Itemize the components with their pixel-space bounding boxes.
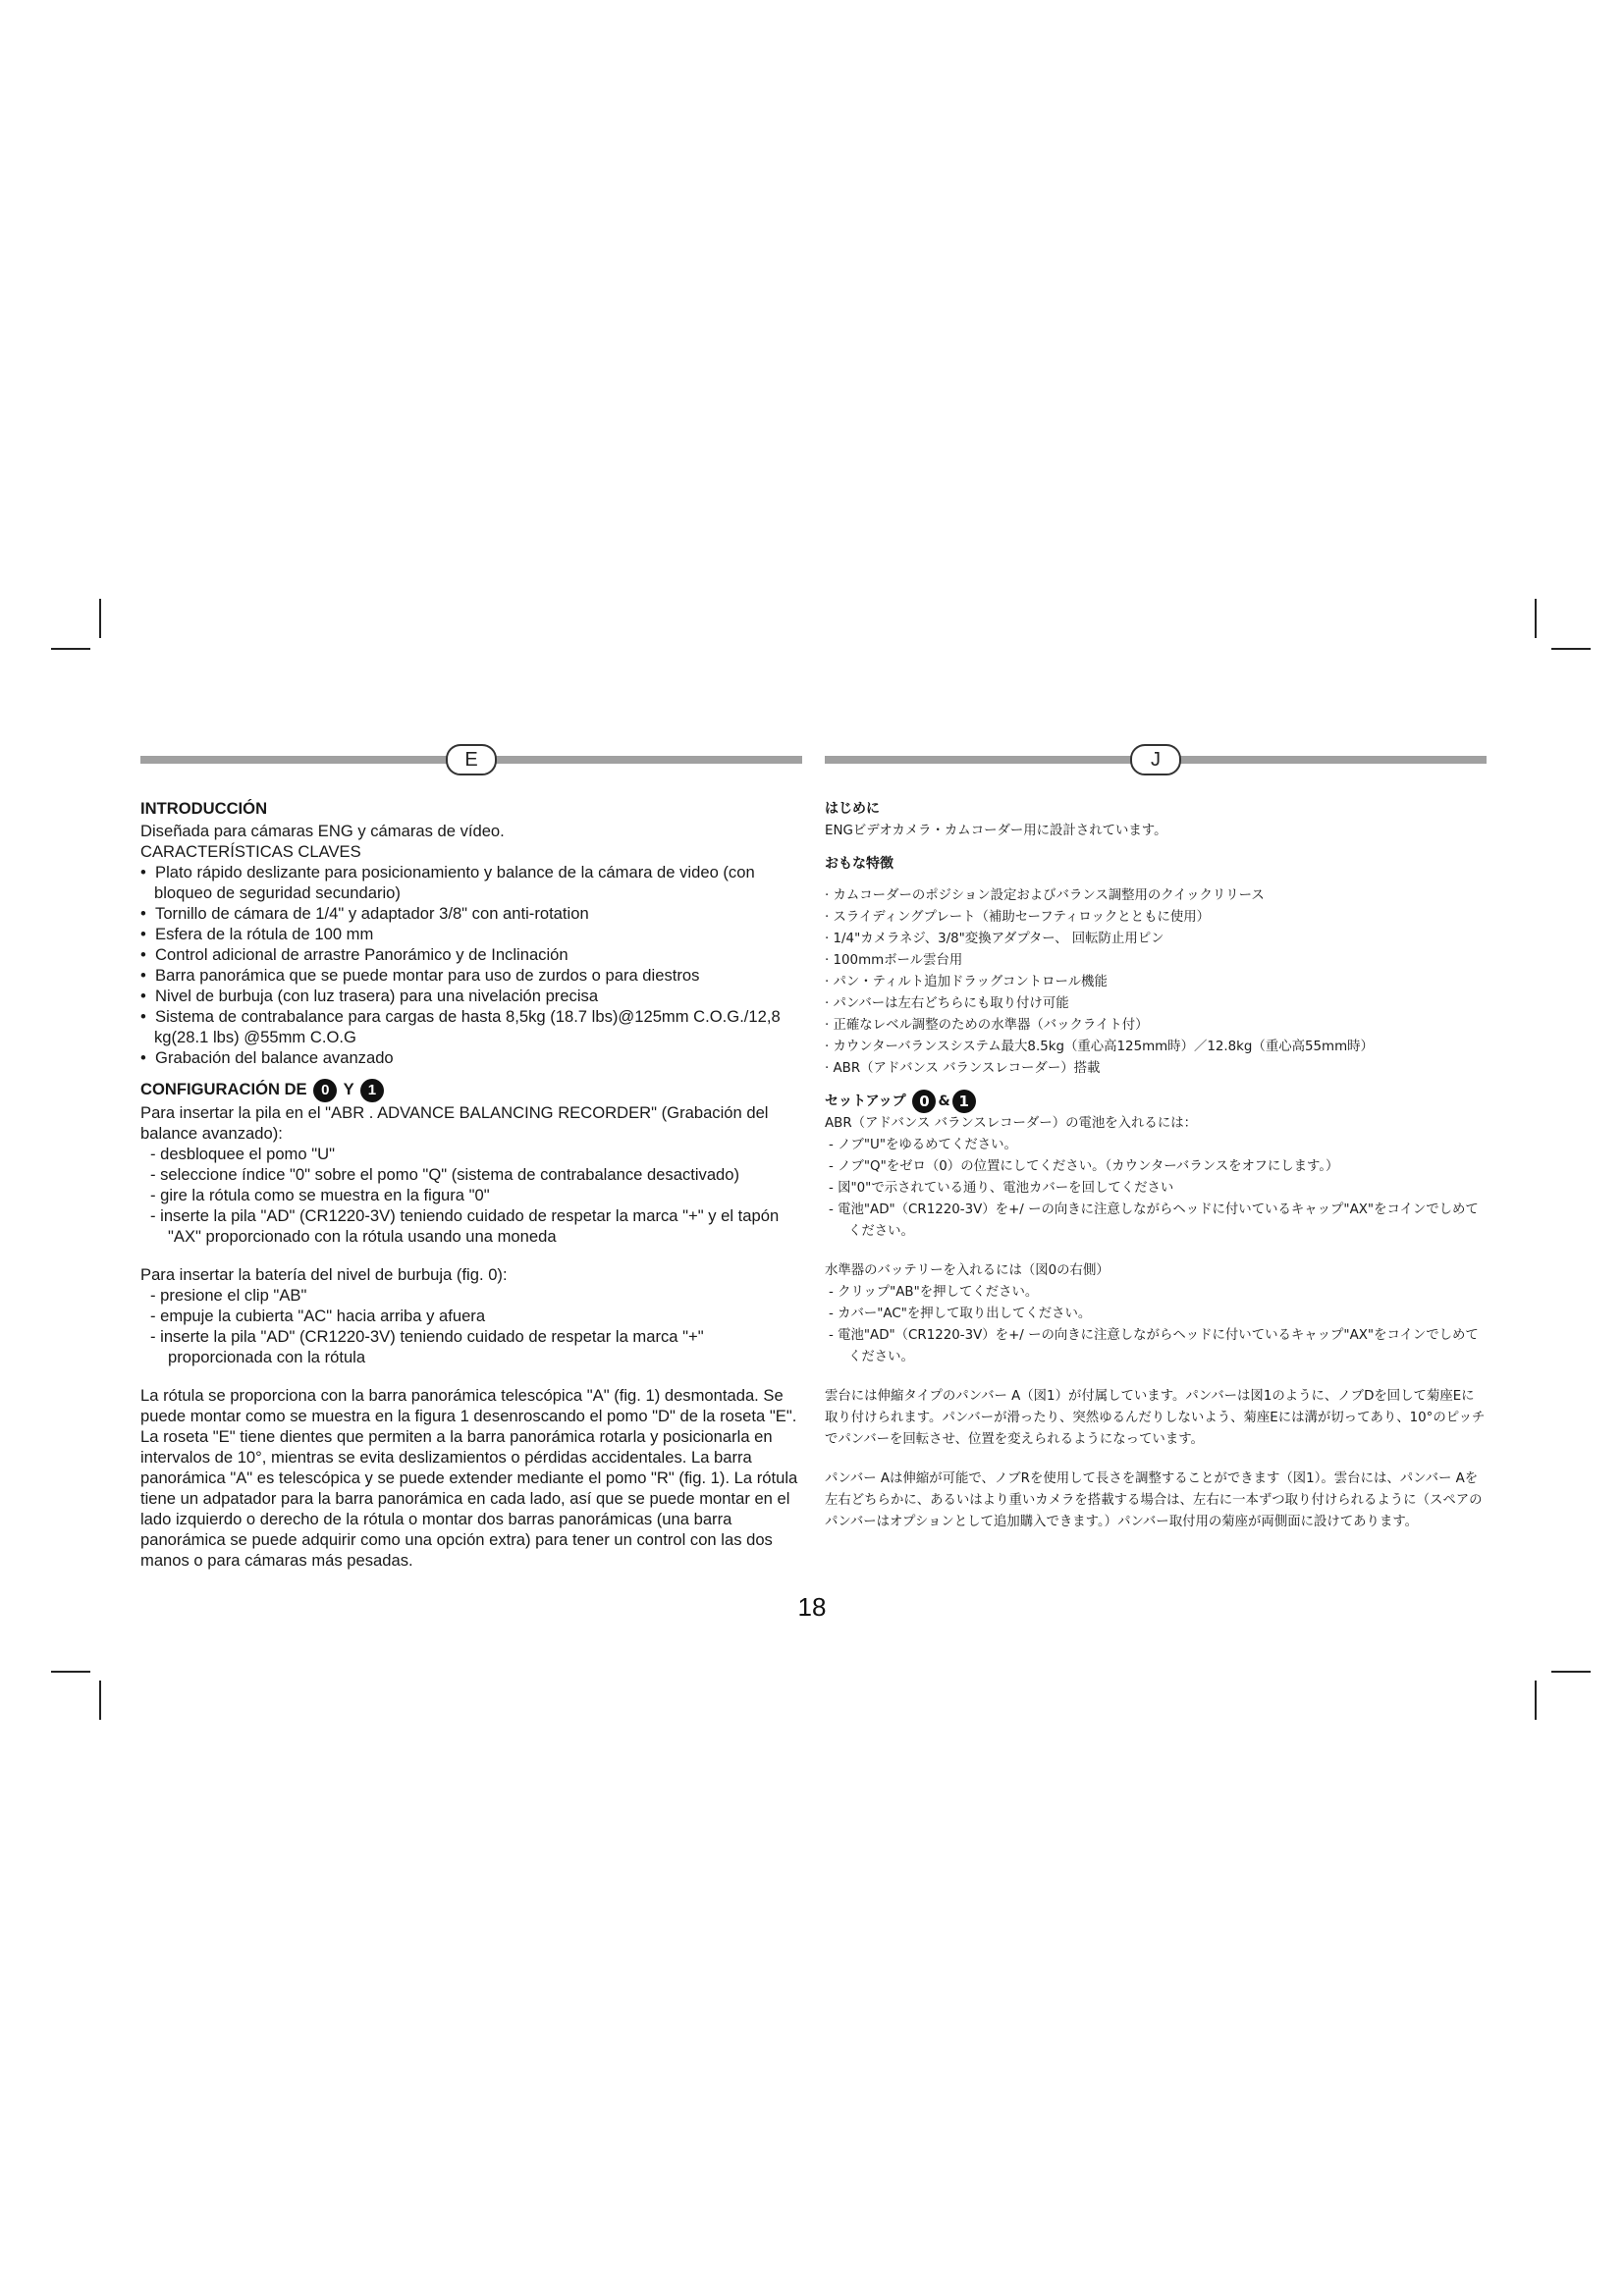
battery-step: - ノブ"U"をゆるめてください。 [829, 1138, 1017, 1152]
spacer [825, 842, 1487, 852]
figure-1-icon: 1 [952, 1090, 976, 1113]
battery-step: - gire la rótula como se muestra en la figura "0" [150, 1185, 490, 1204]
feature-item: · カウンターバランスシステム最大8.5kg（重心高125mm時）／12.8kg（重心高55mm時） [825, 1037, 1487, 1058]
crop-mark [51, 1671, 90, 1673]
level-step: - クリップ"AB"を押してください。 [829, 1285, 1039, 1300]
pan-bar-paragraph: パンバー Aは伸縮が可能で、ノブRを使用して長さを調整することができます（図1）。雲台には、パンバー Aを左右どちらかに、あるいはより重いカメラを搭載する場合は、左右に一本ずつ取り付けられるように（スペアのパンバーはオプションとして追加購入できます。）パンバー取付用の菊座が両側面に設けてあります。 [825, 1471, 1483, 1529]
battery-intro: ABR（アドバンス バランスレコーダー）の電池を入れるには： [825, 1116, 1197, 1131]
feature-item: • Tornillo de cámara de 1/4" y adaptador 3/8" con anti-rotation [140, 903, 802, 924]
spacer [825, 1368, 1487, 1386]
features-list [825, 885, 1487, 1080]
feature-item: · 100mmボール雲台用 [825, 950, 1487, 972]
level-step: - presione el clip "AB" [150, 1285, 307, 1305]
crop-mark [51, 648, 90, 650]
section-header [825, 744, 1487, 775]
crop-mark [1551, 1671, 1591, 1673]
battery-step: - 電池"AD"（CR1220-3V）を+/ ーの向きに注意しながらヘッドに付いているキャップ"AX"をコインでしめてください。 [829, 1202, 1479, 1239]
config-heading-text: CONFIGURACIÓN DE [140, 1080, 307, 1098]
level-step: - empuje la cubierta "AC" hacia arriba y afuera [150, 1306, 486, 1325]
spanish-column [140, 744, 802, 1571]
level-step: - inserte la pila "AD" (CR1220-3V) teniendo cuidado de respetar la marca "+" proporcionada con la rótula [150, 1326, 704, 1366]
feature-item: • Sistema de contrabalance para cargas de hasta 8,5kg (18.7 lbs)@125mm C.O.G./12,8 kg(28.1 lbs) @55mm C.O.G [140, 1006, 802, 1047]
feature-item: • Grabación del balance avanzado [140, 1047, 802, 1068]
feature-item: · パンバーは左右どちらにも取り付け可能 [825, 993, 1487, 1015]
crop-mark [1535, 1681, 1537, 1720]
intro-heading: はじめに [825, 801, 880, 817]
level-intro: 水準器のバッテリーを入れるには（図0の右側） [825, 1263, 1110, 1278]
battery-step: - inserte la pila "AD" (CR1220-3V) teniendo cuidado de respetar la marca "+" y el tapón "AX" proporcionado con la rótula usando una moneda [150, 1205, 780, 1246]
features-heading: CARACTERÍSTICAS CLAVES [140, 842, 361, 861]
pan-bar-paragraph: 雲台には伸縮タイプのパンバー A（図1）が付属しています。パンバーは図1のように、ノブDを回して菊座Eに取り付けられます。パンバーが滑ったり、突然ゆるんだりしないよう、菊座Eには溝が切ってあり、10°のピッチでパンバーを回転させ、位置を変えられるようになっています。 [825, 1389, 1486, 1447]
language-badge: J [1130, 744, 1181, 775]
feature-item: · カムコーダーのポジション設定およびバランス調整用のクイックリリース [825, 885, 1487, 907]
feature-item: • Control adicional de arrastre Panorámico y de Inclinación [140, 944, 802, 965]
intro-text: ENGビデオカメラ・カムコーダー用に設計されています。 [825, 824, 1167, 838]
level-step: - カバー"AC"を押して取り出してください。 [829, 1307, 1092, 1321]
config-heading-y: Y [343, 1080, 354, 1098]
feature-item: · ABR（アドバンス バランスレコーダー）搭載 [825, 1058, 1487, 1080]
spacer [825, 1080, 1487, 1090]
features-heading: おもな特徴 [825, 856, 893, 872]
setup-heading-text: セットアップ [825, 1094, 906, 1109]
feature-item: · スライディングプレート（補助セーフティロックとともに使用） [825, 907, 1487, 929]
section-header [140, 744, 802, 775]
battery-steps [140, 1144, 802, 1247]
crop-mark [99, 1681, 101, 1720]
feature-item: • Esfera de la rótula de 100 mm [140, 924, 802, 944]
battery-step: - ノブ"Q"をゼロ（0）の位置にしてください。（カウンターバランスをオフにします。） [829, 1159, 1339, 1174]
spacer [825, 1451, 1487, 1468]
spacer [140, 1247, 802, 1264]
level-intro: Para insertar la batería del nivel de burbuja (fig. 0): [140, 1264, 508, 1284]
battery-step: - 図"0"で示されている通り、電池カバーを回してください [829, 1181, 1174, 1196]
feature-item: • Nivel de burbuja (con luz trasera) para una nivelación precisa [140, 986, 802, 1006]
feature-item: • Barra panorámica que se puede montar para uso de zurdos o para diestros [140, 965, 802, 986]
level-steps [140, 1285, 802, 1367]
crop-mark [99, 599, 101, 638]
spacer [140, 1367, 802, 1385]
page-number: 18 [797, 1592, 827, 1622]
battery-step: - seleccione índice "0" sobre el pomo "Q" (sistema de contrabalance desactivado) [150, 1164, 740, 1184]
setup-heading [825, 1090, 1487, 1113]
battery-step: - desbloquee el pomo "U" [150, 1144, 335, 1163]
figure-0-icon: 0 [313, 1079, 337, 1102]
battery-intro: Para insertar la pila en el "ABR . ADVANCE BALANCING RECORDER" (Grabación del balance avanzado): [140, 1102, 769, 1143]
features-list [140, 862, 802, 1068]
figure-1-icon: 1 [360, 1079, 384, 1102]
battery-steps [825, 1135, 1487, 1243]
setup-heading-amp: & [938, 1094, 950, 1109]
level-step: - 電池"AD"（CR1220-3V）を+/ ーの向きに注意しながらヘッドに付いているキャップ"AX"をコインでしめてください。 [829, 1328, 1479, 1364]
language-badge: E [446, 744, 497, 775]
intro-heading: INTRODUCCIÓN [140, 799, 268, 818]
spacer [825, 876, 1487, 885]
figure-0-icon: 0 [912, 1090, 936, 1113]
spacer [825, 1243, 1487, 1260]
intro-text: Diseñada para cámaras ENG y cámaras de vídeo. [140, 822, 505, 840]
config-heading [140, 1078, 802, 1102]
japanese-column [825, 744, 1487, 1533]
level-steps [825, 1282, 1487, 1368]
crop-mark [1535, 599, 1537, 638]
feature-item: · 正確なレベル調整のための水準器（バックライト付） [825, 1015, 1487, 1037]
crop-mark [1551, 648, 1591, 650]
pan-bar-paragraph: La rótula se proporciona con la barra panorámica telescópica "A" (fig. 1) desmontada. Se puede montar como se muestra en la figura 1 desenroscando el pomo "D" de la roseta "E". La roseta "E" tiene dientes que permiten a la barra panorámica rotarla y posicionarla en intervalos de 10°, mientras se evita deslizamientos o pérdidas accidentales. La barra panorámica "A" es telescópica y se puede extender mediante el pomo "R" (fig. 1). La rótula tiene un adpatador para la barra panorámica en cada lado, así que se puede montar en el lado izquierdo o derecho de la rótula o montar dos barras panorámicas (una barra panorámica se puede adquirir como una opción extra) para tener un control con las dos manos o para cámaras más pesadas. [140, 1385, 798, 1570]
feature-item: · パン・ティルト追加ドラッグコントロール機能 [825, 972, 1487, 993]
feature-item: • Plato rápido deslizante para posicionamiento y balance de la cámara de video (con bloqueo de seguridad secundario) [140, 862, 802, 903]
feature-item: · 1/4"カメラネジ、3/8"変換アダプター、 回転防止用ピン [825, 929, 1487, 950]
